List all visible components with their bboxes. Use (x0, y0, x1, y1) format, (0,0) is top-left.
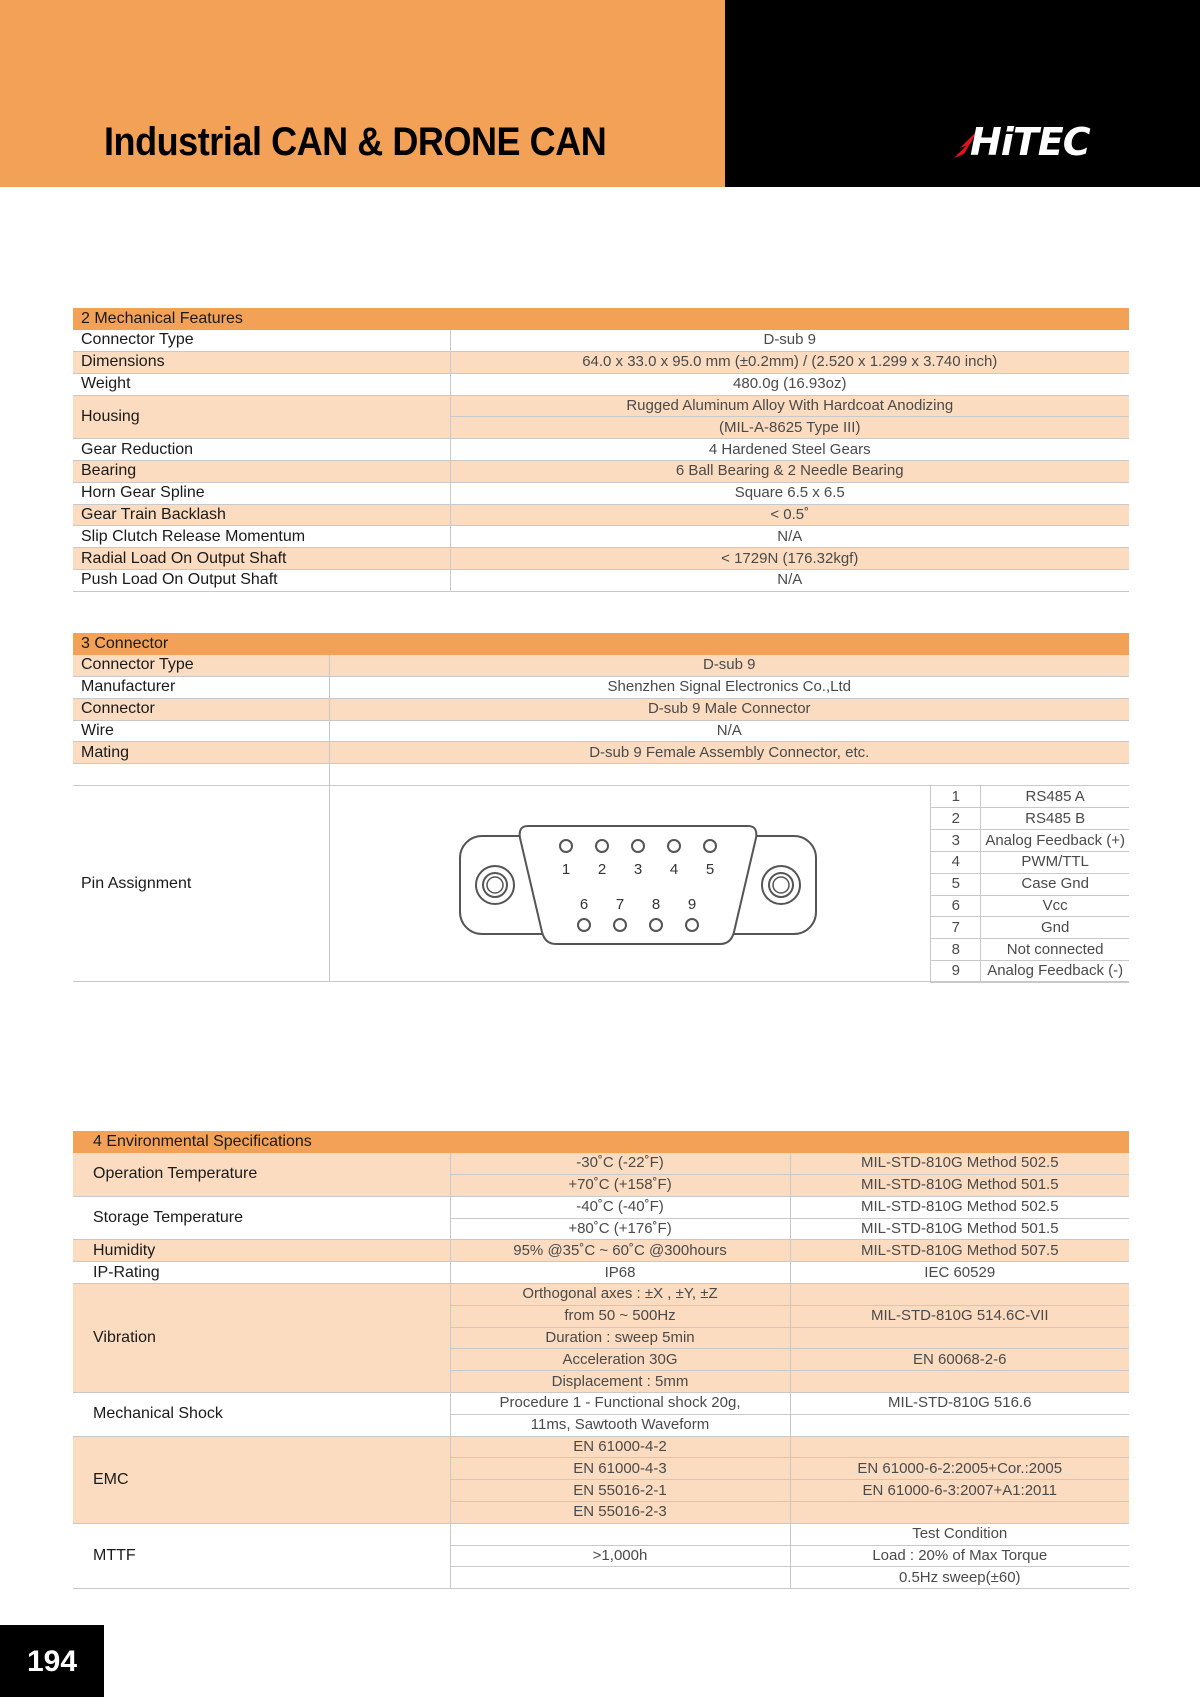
spec-label: Slip Clutch Release Momentum (73, 526, 450, 548)
pin-number: 6 (579, 896, 588, 914)
pin-assignment-row (73, 786, 1129, 982)
spec-standard: MIL-STD-810G 516.6 (790, 1393, 1129, 1415)
spec-label: IP-Rating (73, 1262, 450, 1284)
section-heading: 2 Mechanical Features (73, 308, 1129, 330)
spec-label: Connector Type (73, 330, 450, 352)
spec-standard: Test Condition (790, 1523, 1129, 1545)
spec-label: Humidity (73, 1240, 450, 1262)
spec-value: 4 Hardened Steel Gears (450, 439, 1129, 461)
spec-value: 6 Ball Bearing & 2 Needle Bearing (450, 461, 1129, 483)
spec-value: < 1729N (176.32kgf) (450, 548, 1129, 570)
spec-row (73, 720, 1129, 742)
spec-value: EN 55016-2-3 (450, 1502, 790, 1524)
mechanical-features-table (73, 308, 1129, 592)
spec-value: Duration : sweep 5min (450, 1327, 790, 1349)
spec-value: EN 61000-4-2 (450, 1436, 790, 1458)
page-number: 194 (26, 1645, 78, 1678)
spec-value: from 50 ~ 500Hz (450, 1305, 790, 1327)
spec-row (73, 742, 1129, 764)
pin-6 (578, 919, 590, 931)
spec-row (73, 352, 1129, 374)
pin-num: 9 (931, 960, 981, 982)
pin-num: 7 (931, 917, 981, 939)
pin-number: 4 (669, 861, 678, 879)
spec-value: -30˚C (-22˚F) (450, 1153, 790, 1175)
spec-standard: 0.5Hz sweep(±60) (790, 1567, 1129, 1589)
spec-value: Rugged Aluminum Alloy With Hardcoat Anodizing (450, 395, 1129, 417)
spec-value: EN 55016-2-1 (450, 1480, 790, 1502)
section-heading-row (73, 1131, 1129, 1153)
spec-value: N/A (450, 526, 1129, 548)
spec-standard: EN 60068-2-6 (790, 1349, 1129, 1371)
spec-label: Housing (73, 395, 450, 439)
pin-number: 5 (705, 861, 714, 879)
pin-row (931, 960, 1129, 982)
pin-number: 7 (615, 896, 624, 914)
pin-function: RS485 A (981, 786, 1129, 808)
spec-value: Displacement : 5mm (450, 1371, 790, 1393)
spec-row (73, 1196, 1129, 1218)
section-heading: 4 Environmental Specifications (73, 1131, 1129, 1153)
pin-function: PWM/TTL (981, 851, 1129, 873)
spec-label: Storage Temperature (73, 1196, 450, 1240)
spec-value: N/A (450, 570, 1129, 592)
environmental-table (73, 1131, 1129, 1589)
pin-number: 2 (597, 861, 606, 879)
spec-row (73, 395, 1129, 417)
spec-value: Orthogonal axes : ±X , ±Y, ±Z (450, 1284, 790, 1306)
pin-4 (668, 840, 680, 852)
pin-num: 1 (931, 786, 981, 808)
section-heading-row (73, 308, 1129, 330)
spec-standard: MIL-STD-810G Method 502.5 (790, 1196, 1129, 1218)
pin-row (931, 939, 1129, 961)
section-heading: 3 Connector (73, 633, 1129, 655)
pin-function: Analog Feedback (+) (981, 830, 1129, 852)
pin-2 (596, 840, 608, 852)
spec-standard: MIL-STD-810G Method 507.5 (790, 1240, 1129, 1262)
spec-label: EMC (73, 1436, 450, 1523)
spec-label: Push Load On Output Shaft (73, 570, 450, 592)
spec-value: Procedure 1 - Functional shock 20g, (450, 1393, 790, 1415)
spec-label: Operation Temperature (73, 1153, 450, 1197)
spacer-row (73, 764, 1129, 786)
spec-label: Connector (73, 698, 329, 720)
pin-7 (614, 919, 626, 931)
spec-standard: MIL-STD-810G Method 502.5 (790, 1153, 1129, 1175)
spec-value: +80˚C (+176˚F) (450, 1218, 790, 1240)
connector-table (73, 633, 1129, 982)
logo-text: HiTEC (970, 120, 1090, 164)
spec-standard: EN 61000-6-2:2005+Cor.:2005 (790, 1458, 1129, 1480)
spec-value: D-sub 9 (450, 330, 1129, 352)
pin-function: Gnd (981, 917, 1129, 939)
hitec-logo (952, 120, 1102, 170)
spec-standard: MIL-STD-810G Method 501.5 (790, 1175, 1129, 1197)
pin-row (931, 895, 1129, 917)
pin-num: 8 (931, 939, 981, 961)
spec-value: D-sub 9 (329, 655, 1129, 677)
spec-label: Bearing (73, 461, 450, 483)
spec-value: N/A (329, 720, 1129, 742)
spec-row (73, 1393, 1129, 1415)
spec-label: Mating (73, 742, 329, 764)
spec-value: 11ms, Sawtooth Waveform (450, 1414, 790, 1436)
spec-row (73, 1436, 1129, 1458)
pin-assignment-label: Pin Assignment (73, 786, 329, 982)
spec-standard: IEC 60529 (790, 1262, 1129, 1284)
spec-standard: MIL-STD-810G 514.6C-VII (790, 1305, 1129, 1327)
pin-row (931, 808, 1129, 830)
pin-function: Vcc (981, 895, 1129, 917)
spec-label: Manufacturer (73, 677, 329, 699)
pin-num: 5 (931, 873, 981, 895)
pin-function: RS485 B (981, 808, 1129, 830)
spec-label: Gear Reduction (73, 439, 450, 461)
pin-num: 4 (931, 851, 981, 873)
spec-standard: Load : 20% of Max Torque (790, 1545, 1129, 1567)
spec-row (73, 570, 1129, 592)
pin-num: 3 (931, 830, 981, 852)
spec-value: D-sub 9 Female Assembly Connector, etc. (329, 742, 1129, 764)
spec-value: EN 61000-4-3 (450, 1458, 790, 1480)
spec-label: Horn Gear Spline (73, 482, 450, 504)
spec-row (73, 1523, 1129, 1545)
pin-5 (704, 840, 716, 852)
pin-num: 6 (931, 895, 981, 917)
spec-row (73, 439, 1129, 461)
spec-row (73, 1240, 1129, 1262)
spec-row (73, 698, 1129, 720)
spec-label: Gear Train Backlash (73, 504, 450, 526)
spec-value: +70˚C (+158˚F) (450, 1175, 790, 1197)
spec-value: 95% @35˚C ~ 60˚C @300hours (450, 1240, 790, 1262)
spec-label: MTTF (73, 1523, 450, 1588)
pin-num: 2 (931, 808, 981, 830)
spec-row (73, 482, 1129, 504)
spec-label: Vibration (73, 1284, 450, 1393)
spec-value: Acceleration 30G (450, 1349, 790, 1371)
spec-value: Shenzhen Signal Electronics Co.,Ltd (329, 677, 1129, 699)
pin-8 (650, 919, 662, 931)
spec-label: Wire (73, 720, 329, 742)
spec-value: D-sub 9 Male Connector (329, 698, 1129, 720)
pin-number: 1 (561, 861, 570, 879)
spec-value: < 0.5˚ (450, 504, 1129, 526)
pin-row (931, 830, 1129, 852)
spec-row (73, 548, 1129, 570)
pin-row (931, 851, 1129, 873)
pin-assignment-cell (329, 786, 1129, 982)
spec-row (73, 677, 1129, 699)
spec-value: >1,000h (450, 1545, 790, 1567)
page-title: Industrial CAN & DRONE CAN (104, 120, 607, 164)
dsub9-connector-diagram (458, 824, 818, 948)
spec-label: Dimensions (73, 352, 450, 374)
pin-row (931, 873, 1129, 895)
pin-row (931, 786, 1129, 808)
spec-value: 480.0g (16.93oz) (450, 373, 1129, 395)
pin-function: Not connected (981, 939, 1129, 961)
spec-row (73, 1153, 1129, 1175)
spec-label: Connector Type (73, 655, 329, 677)
spec-label: Radial Load On Output Shaft (73, 548, 450, 570)
pin-number: 9 (687, 896, 696, 914)
spec-standard: MIL-STD-810G Method 501.5 (790, 1218, 1129, 1240)
spec-row (73, 373, 1129, 395)
pin-row (931, 917, 1129, 939)
pin-table (930, 786, 1129, 983)
section-heading-row (73, 633, 1129, 655)
spec-row (73, 504, 1129, 526)
spec-value: -40˚C (-40˚F) (450, 1196, 790, 1218)
spec-label: Weight (73, 373, 450, 395)
spec-value: 64.0 x 33.0 x 95.0 mm (±0.2mm) / (2.520 x 1.299 x 3.740 inch) (450, 352, 1129, 374)
pin-3 (632, 840, 644, 852)
spec-standard: EN 61000-6-3:2007+A1:2011 (790, 1480, 1129, 1502)
pin-function: Case Gnd (981, 873, 1129, 895)
spec-value: IP68 (450, 1262, 790, 1284)
spec-row (73, 1262, 1129, 1284)
spec-value: Square 6.5 x 6.5 (450, 482, 1129, 504)
spec-row (73, 1284, 1129, 1306)
pin-function: Analog Feedback (-) (981, 960, 1129, 982)
pin-1 (560, 840, 572, 852)
spec-row (73, 526, 1129, 548)
spec-row (73, 330, 1129, 352)
spec-value: (MIL-A-8625 Type III) (450, 417, 1129, 439)
spec-label: Mechanical Shock (73, 1393, 450, 1437)
spec-row (73, 461, 1129, 483)
pin-9 (686, 919, 698, 931)
pin-number: 8 (651, 896, 660, 914)
spec-row (73, 655, 1129, 677)
page-number-box (0, 1625, 104, 1697)
pin-number: 3 (633, 861, 642, 879)
